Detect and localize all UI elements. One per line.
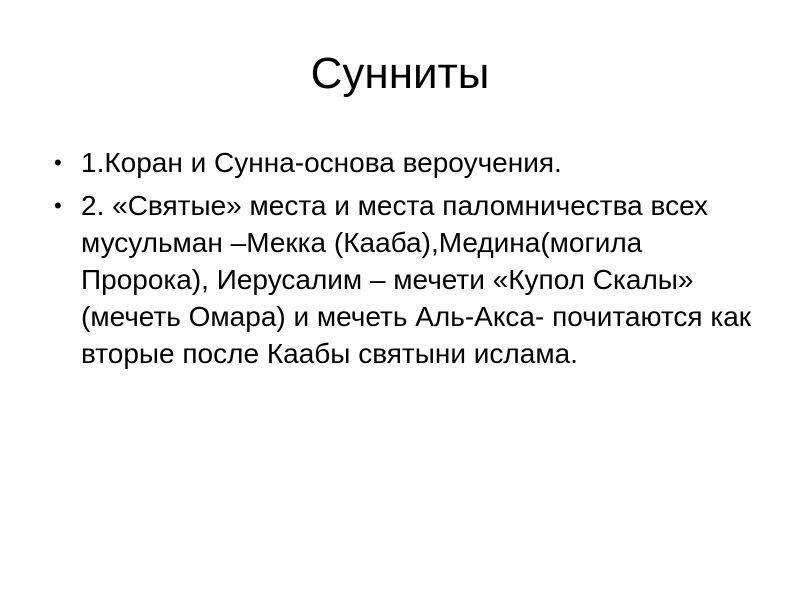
slide-title: Сунниты bbox=[310, 49, 490, 98]
bullet-item-1 bbox=[50, 144, 760, 181]
bullet-icon: • bbox=[54, 150, 62, 175]
bullet-text: 2. «Святые» места и места паломничества всех мусульман –Мекка (Кааба),Медина(могила Пророка), Иерусалим – мечети «Купол Скалы» (мечеть Омара) и мечеть Аль-Акса- почитаются как вторые после Каабы святыни ислама. bbox=[81, 190, 752, 369]
bullet-item-2 bbox=[50, 187, 760, 372]
bullet-text: 1.Коран и Сунна-основа вероучения. bbox=[81, 147, 562, 178]
bullet-list bbox=[50, 144, 760, 378]
bullet-icon: • bbox=[54, 193, 62, 218]
